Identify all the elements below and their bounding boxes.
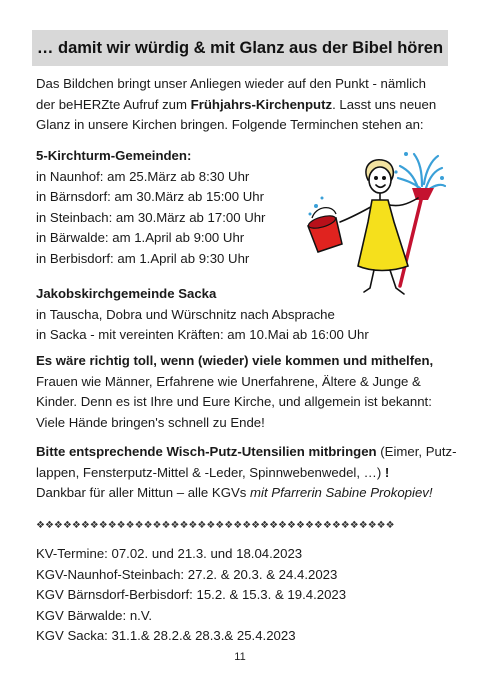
kirchturm-item-baernsdorf: in Bärnsdorf: am 30.März ab 15:00 Uhr bbox=[36, 189, 264, 204]
sacka-line-2: in Sacka - mit vereinten Kräften: am 10.Mai ab 16:00 Uhr bbox=[36, 327, 369, 342]
sacka-title: Jakobskirchgemeinde Sacka bbox=[36, 286, 217, 301]
termin-item: KGV-Naunhof-Steinbach: 27.2. & 20.3. & 24.4.2023 bbox=[36, 566, 338, 582]
kirchturm-title: 5-Kirchturm-Gemeinden: bbox=[36, 148, 192, 163]
bucket-icon bbox=[307, 208, 342, 252]
intro-line-2: der beHERZte Aufruf zum Frühjahrs-Kirchenputz. Lasst uns neuen bbox=[36, 96, 437, 112]
kirchturm-item-steinbach: in Steinbach: am 30.März ab 17:00 Uhr bbox=[36, 209, 266, 225]
appeal-line-1: Es wäre richtig toll, wenn (wieder) viele kommen und mithelfen, bbox=[36, 353, 434, 368]
separator bbox=[36, 516, 395, 537]
sacka-line-1: in Tauscha, Dobra und Würschnitz nach Absprache bbox=[36, 306, 335, 322]
bring-line-1: Bitte entsprechende Wisch-Putz-Utensilien mitbringen (Eimer, Putz- bbox=[36, 444, 457, 459]
kirchturm-item-berbisdorf: in Berbisdorf: am 1.April ab 9:30 Uhr bbox=[36, 250, 250, 266]
cleaning-woman-illustration bbox=[296, 148, 446, 298]
water-splash-icon bbox=[398, 154, 445, 190]
kirchenputz-highlight: Frühjahrs-Kirchenputz bbox=[190, 96, 333, 112]
bring-paragraph bbox=[36, 442, 456, 504]
appeal-line-4: Viele Hände bringen's schnell zu Ende! bbox=[36, 414, 265, 430]
bring-line-2: lappen, Fensterputz-Mittel & -Leder, Spinnwebenwedel, …) ! bbox=[36, 464, 390, 480]
appeal-paragraph bbox=[36, 351, 433, 433]
intro-paragraph bbox=[36, 74, 436, 136]
mop-icon bbox=[400, 188, 434, 286]
bring-line-3: Dankbar für aller Mittun – alle KGVs mit Pfarrerin Sabine Prokopiev! bbox=[36, 485, 433, 500]
heading-bar bbox=[32, 30, 448, 66]
ornament-separator: ❖❖❖❖❖❖❖❖❖❖❖❖❖❖❖❖❖❖❖❖❖❖❖❖❖❖❖❖❖❖❖❖❖❖❖❖❖❖❖❖ bbox=[36, 520, 395, 531]
sacka-section bbox=[36, 284, 369, 346]
kirchturm-item-baerwalde: in Bärwalde: am 1.April ab 9:00 Uhr bbox=[36, 230, 245, 245]
intro-line-1: Das Bildchen bringt unser Anliegen wieder auf den Punkt - nämlich bbox=[36, 76, 426, 91]
appeal-line-2: Frauen wie Männer, Erfahrene wie Unerfahrene, Ältere & Junge & bbox=[36, 373, 421, 389]
intro-line-3: Glanz in unsere Kirchen bringen. Folgende Terminchen stehen an: bbox=[36, 117, 424, 132]
termin-item: KGV Bärnsdorf-Berbisdorf: 15.2. & 15.3. & 19.4.2023 bbox=[36, 587, 347, 602]
appeal-line-3: Kinder. Denn es ist Ihre und Eure Kirche, und allgemein ist bekannt: bbox=[36, 394, 432, 409]
termin-item: KGV Sacka: 31.1.& 28.2.& 28.3.& 25.4.2023 bbox=[36, 628, 296, 643]
kirchturm-section bbox=[36, 146, 265, 269]
page-number: 11 bbox=[234, 651, 246, 663]
kirchturm-item-naunhof: in Naunhof: am 25.März ab 8:30 Uhr bbox=[36, 168, 250, 184]
termin-item: KGV Bärwalde: n.V. bbox=[36, 607, 153, 623]
page-title: … damit wir würdig & mit Glanz aus der Bibel hören bbox=[36, 38, 444, 57]
termin-item: KV-Termine: 07.02. und 21.3. und 18.04.2023 bbox=[36, 546, 303, 561]
termine-list bbox=[36, 544, 346, 647]
